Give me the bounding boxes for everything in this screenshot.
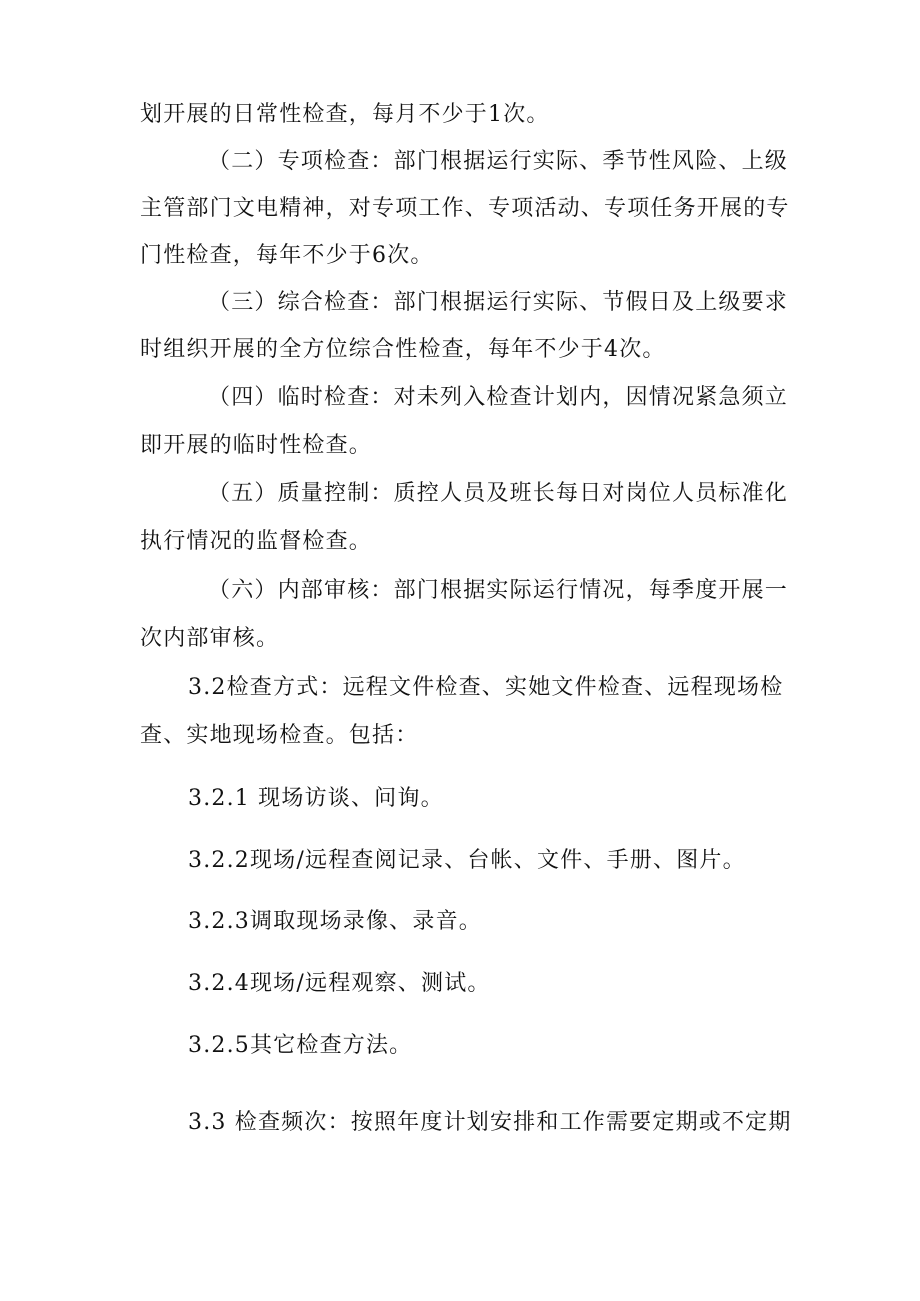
list-item: 3.2.5其它检查方法。 (188, 1033, 413, 1058)
paragraph-line: （四）临时检查：对未列入检查计划内，因情况紧急须立 (208, 385, 789, 410)
paragraph-line: 执行情况的监督检查。 (140, 529, 373, 554)
paragraph-line: （三）综合检查：部门根据运行实际、节假日及上级要求 (208, 290, 789, 315)
list-item: 3.2.4现场/远程观察、测试。 (188, 971, 491, 996)
paragraph-line: 主管部门文电精神，对专项工作、专项活动、专项任务开展的专 (140, 196, 790, 221)
paragraph-line: 时组织开展的全方位综合性检查，每年不少于4次。 (140, 337, 666, 362)
list-item: 3.2.2现场/远程查阅记录、台帐、文件、手册、图片。 (188, 848, 746, 873)
list-item: 3.2.3调取现场录像、录音。 (188, 909, 482, 934)
paragraph-line: 3.2检查方式：远程文件检查、实她文件检查、远程现场检 (188, 675, 784, 700)
paragraph-line: 3.3 检查频次：按照年度计划安排和工作需要定期或不定期 (188, 1110, 792, 1135)
paragraph-line: 查、实地现场检查。包括： (140, 723, 419, 748)
paragraph-line: （五）质量控制：质控人员及班长每日对岗位人员标准化 (208, 481, 789, 506)
paragraph-line: 划开展的日常性检查，每月不少于1次。 (140, 102, 550, 127)
paragraph-line: 门性检查，每年不少于6次。 (140, 243, 434, 268)
paragraph-line: （二）专项检查：部门根据运行实际、季节性风险、上级 (208, 149, 789, 174)
paragraph-line: （六）内部审核：部门根据实际运行情况，每季度开展一 (208, 578, 789, 603)
paragraph-line: 即开展的临时性检查。 (140, 433, 373, 458)
paragraph-line: 次内部审核。 (140, 626, 280, 651)
list-item: 3.2.1 现场访谈、问询。 (188, 786, 444, 811)
